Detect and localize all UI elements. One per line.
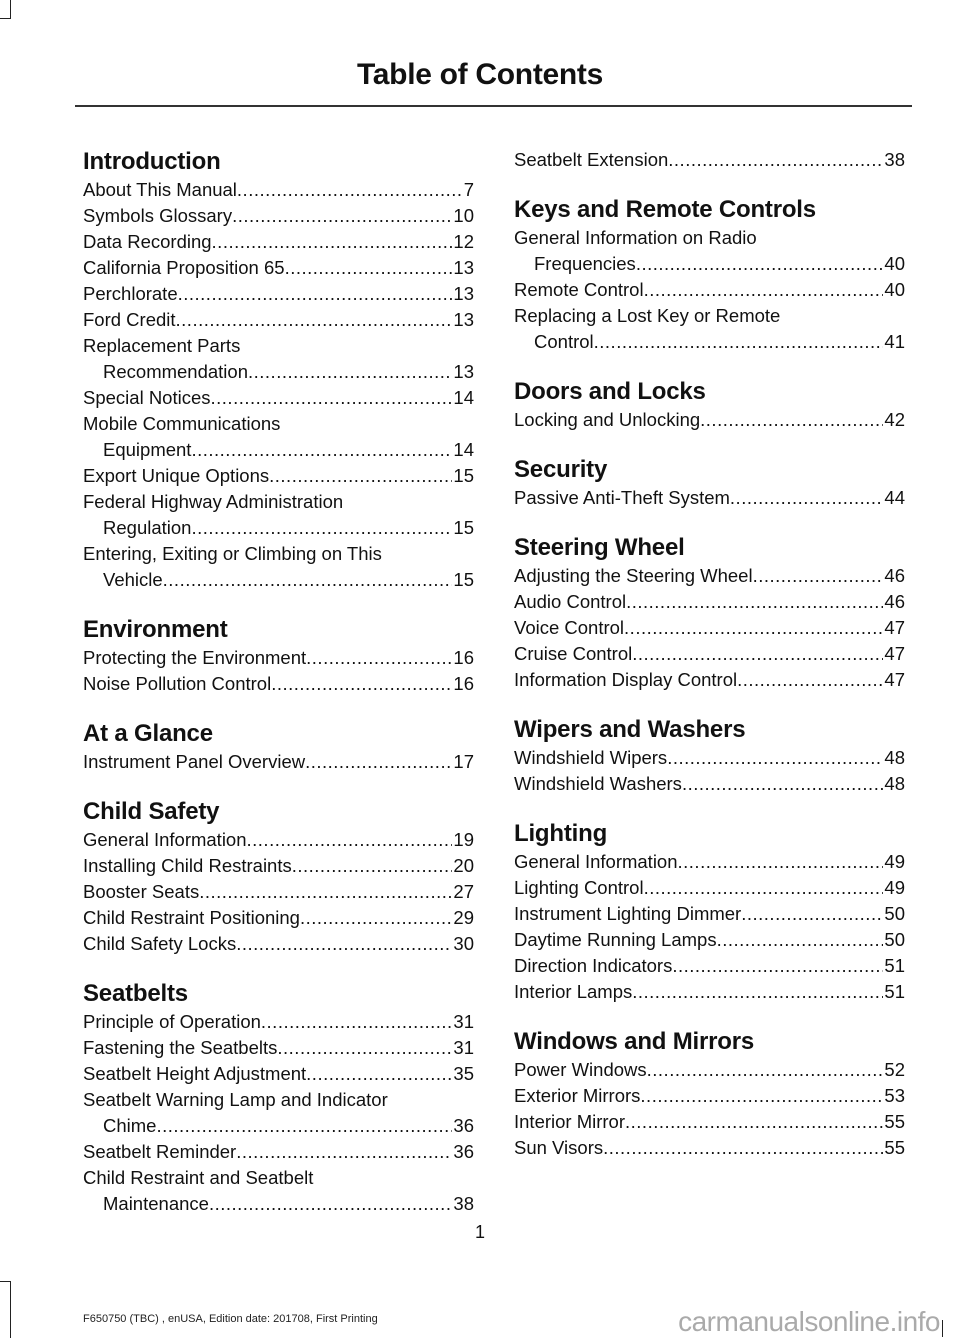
page-title: Table of Contents [356, 58, 603, 91]
toc-entry-title: Windshield Washers [514, 773, 682, 794]
toc-entry-title: Data Recording [83, 231, 212, 252]
toc-entry-page: 17 [453, 751, 474, 772]
toc-entry[interactable] [514, 953, 905, 979]
toc-entry-page: 53 [884, 1085, 905, 1106]
toc-entry-page: 47 [884, 617, 905, 638]
toc-entry-title: Regulation [103, 517, 192, 538]
footer-edition-info: F650750 (TBC) , enUSA, Edition date: 201708, First Printing [83, 1313, 378, 1325]
toc-entry-title: Interior Lamps [514, 981, 633, 1002]
section-heading: Introduction [83, 148, 221, 175]
dot-leader [261, 1009, 453, 1035]
dot-leader [737, 667, 883, 693]
toc-entry[interactable] [514, 1135, 905, 1161]
toc-entry[interactable] [83, 203, 474, 229]
toc-entry[interactable] [514, 979, 905, 1005]
section-heading: Wipers and Washers [514, 716, 746, 743]
section-heading: Seatbelts [83, 980, 188, 1007]
dot-leader [667, 745, 883, 771]
dot-leader [237, 177, 463, 203]
toc-entry-page: 16 [453, 647, 474, 668]
dot-leader [236, 1139, 452, 1165]
toc-entry-page: 30 [453, 933, 474, 954]
toc-entry-title: Replacing a Lost Key or Remote [514, 305, 781, 326]
toc-entry[interactable] [83, 645, 474, 671]
toc-entry-page: 10 [453, 205, 474, 226]
dot-leader [209, 1191, 452, 1217]
toc-entry[interactable] [83, 1035, 474, 1061]
toc-entry-page: 13 [453, 361, 474, 382]
toc-entry-page: 13 [453, 283, 474, 304]
toc-entry-title: Power Windows [514, 1059, 647, 1080]
toc-entry[interactable] [83, 307, 474, 333]
dot-leader [178, 281, 453, 307]
dot-leader [730, 485, 884, 511]
crop-mark [0, 0, 11, 19]
toc-entry-title: Seatbelt Reminder [83, 1141, 237, 1162]
toc-entry-page: 27 [453, 881, 474, 902]
toc-entry[interactable] [514, 901, 905, 927]
toc-entry[interactable] [83, 931, 474, 957]
toc-entry-page: 36 [453, 1115, 474, 1136]
toc-entry-page: 20 [453, 855, 474, 876]
toc-entry-page: 52 [884, 1059, 905, 1080]
toc-entry-title: Mobile Communications [83, 413, 281, 434]
toc-entry-page: 47 [884, 643, 905, 664]
toc-entry-page: 49 [884, 877, 905, 898]
dot-leader [232, 203, 452, 229]
toc-entry-title: Federal Highway Administration [83, 491, 344, 512]
toc-entry-page: 48 [884, 773, 905, 794]
crop-mark [942, 1320, 944, 1337]
toc-entry-title: Protecting the Environment [83, 647, 307, 668]
section-heading: Lighting [514, 820, 608, 847]
toc-entry-page: 49 [884, 851, 905, 872]
dot-leader [625, 1109, 883, 1135]
dot-leader [668, 147, 883, 173]
toc-entry-title: Export Unique Options [83, 465, 270, 486]
toc-column-right [514, 147, 905, 1161]
toc-entry-page: 50 [884, 929, 905, 950]
toc-entry[interactable] [83, 229, 474, 255]
toc-entry-title: Audio Control [514, 591, 627, 612]
dot-leader [212, 229, 453, 255]
toc-entry-title: California Proposition 65 [83, 257, 285, 278]
dot-leader [647, 1057, 884, 1083]
toc-entry-title: Seatbelt Warning Lamp and Indicator [83, 1089, 388, 1110]
toc-entry-page: 13 [453, 257, 474, 278]
toc-entry-page: 41 [884, 331, 905, 352]
watermark: carmanualsonline.info [678, 1306, 940, 1337]
dot-leader [277, 1035, 452, 1061]
toc-entry[interactable] [514, 407, 905, 433]
toc-entry-page: 31 [453, 1037, 474, 1058]
toc-entry-title: Installing Child Restraints [83, 855, 292, 876]
toc-entry-page: 44 [884, 487, 905, 508]
toc-entry-page: 46 [884, 591, 905, 612]
toc-entry-title: Lighting Control [514, 877, 644, 898]
toc-entry-title: Entering, Exiting or Climbing on This [83, 543, 382, 564]
toc-entry[interactable] [83, 1165, 474, 1217]
dot-leader [678, 849, 884, 875]
toc-entry-title: Replacement Parts [83, 335, 241, 356]
dot-leader [644, 875, 884, 901]
toc-entry-title: General Information [514, 851, 678, 872]
toc-entry-page: 40 [884, 279, 905, 300]
toc-entry-title: Daytime Running Lamps [514, 929, 717, 950]
toc-entry-page: 14 [453, 387, 474, 408]
toc-entry-title: Passive Anti-Theft System [514, 487, 730, 508]
dot-leader [626, 589, 883, 615]
toc-entry-page: 16 [453, 673, 474, 694]
toc-entry-title: General Information [83, 829, 247, 850]
toc-column-left [83, 147, 474, 1217]
section-heading: Environment [83, 616, 228, 643]
toc-entry-title: Instrument Panel Overview [83, 751, 306, 772]
dot-leader [672, 953, 883, 979]
toc-entry-title: Chime [103, 1115, 157, 1136]
toc-entry-page: 46 [884, 565, 905, 586]
toc-entry[interactable] [83, 333, 474, 385]
toc-entry[interactable] [514, 1057, 905, 1083]
toc-entry[interactable] [514, 277, 905, 303]
dot-leader [211, 385, 453, 411]
dot-leader [632, 979, 883, 1005]
toc-entry-title: General Information on Radio [514, 227, 757, 248]
section-heading: Keys and Remote Controls [514, 196, 816, 223]
toc-entry[interactable] [514, 1083, 905, 1109]
toc-entry-title: Ford Credit [83, 309, 176, 330]
toc-entry[interactable] [83, 281, 474, 307]
toc-entry[interactable] [83, 541, 474, 593]
toc-entry-title: Interior Mirror [514, 1111, 626, 1132]
toc-entry-title: Direction Indicators [514, 955, 673, 976]
toc-entry-page: 7 [463, 179, 474, 200]
toc-entry-title: Adjusting the Steering Wheel [514, 565, 753, 586]
toc-entry-title: Remote Control [514, 279, 644, 300]
toc-entry[interactable] [514, 875, 905, 901]
toc-entry-page: 48 [884, 747, 905, 768]
page-number: 1 [474, 1222, 485, 1242]
dot-leader [624, 615, 883, 641]
toc-entry[interactable] [83, 1139, 474, 1165]
dot-leader [199, 879, 452, 905]
toc-entry-title: Voice Control [514, 617, 625, 638]
toc-entry-title: Perchlorate [83, 283, 178, 304]
toc-entry-page: 55 [884, 1137, 905, 1158]
toc-entry[interactable] [514, 589, 905, 615]
toc-entry[interactable] [514, 641, 905, 667]
dot-leader [300, 905, 452, 931]
toc-entry-title: Cruise Control [514, 643, 633, 664]
toc-entry-title: Child Safety Locks [83, 933, 237, 954]
toc-entry-page: 15 [453, 569, 474, 590]
section-heading: Windows and Mirrors [514, 1028, 754, 1055]
dot-leader [163, 567, 453, 593]
toc-entry[interactable] [83, 749, 474, 775]
toc-entry-page: 36 [453, 1141, 474, 1162]
dot-leader [632, 641, 883, 667]
toc-entry-page: 42 [884, 409, 905, 430]
dot-leader [636, 251, 884, 277]
toc-entry[interactable] [514, 745, 905, 771]
toc-entry[interactable] [514, 303, 905, 355]
toc-entry-page: 14 [453, 439, 474, 460]
toc-entry[interactable] [83, 671, 474, 697]
header-divider [75, 105, 912, 107]
toc-entry[interactable] [514, 225, 905, 277]
toc-entry-title: Principle of Operation [83, 1011, 261, 1032]
toc-entry-title: Booster Seats [83, 881, 200, 902]
dot-leader [594, 329, 884, 355]
section-heading: Security [514, 456, 608, 483]
toc-entry-page: 13 [453, 309, 474, 330]
toc-entry[interactable] [514, 485, 905, 511]
toc-entry[interactable] [83, 177, 474, 203]
dot-leader [285, 255, 453, 281]
toc-entry-title: Locking and Unlocking [514, 409, 701, 430]
section-heading: At a Glance [83, 720, 213, 747]
toc-entry-title: Frequencies [534, 253, 636, 274]
dot-leader [247, 827, 453, 853]
toc-entry[interactable] [83, 463, 474, 489]
dot-leader [306, 645, 452, 671]
toc-entry-title: Special Notices [83, 387, 211, 408]
dot-leader [292, 853, 453, 879]
toc-entry[interactable] [83, 1009, 474, 1035]
toc-entry-page: 51 [884, 981, 905, 1002]
dot-leader [306, 1061, 452, 1087]
crop-mark [0, 1281, 11, 1338]
toc-entry-page: 29 [453, 907, 474, 928]
toc-entry-page: 51 [884, 955, 905, 976]
dot-leader [305, 749, 452, 775]
toc-entry[interactable] [83, 1087, 474, 1139]
toc-entry-page: 50 [884, 903, 905, 924]
toc-entry[interactable] [83, 385, 474, 411]
dot-leader [236, 931, 452, 957]
toc-entry-title: Sun Visors [514, 1137, 604, 1158]
toc-entry[interactable] [83, 827, 474, 853]
section-heading: Doors and Locks [514, 378, 706, 405]
toc-entry-page: 38 [453, 1193, 474, 1214]
toc-entry-title: Exterior Mirrors [514, 1085, 641, 1106]
toc-entry[interactable] [83, 905, 474, 931]
toc-entry[interactable] [83, 879, 474, 905]
toc-entry-page: 40 [884, 253, 905, 274]
toc-entry-title: Maintenance [103, 1193, 209, 1214]
toc-entry[interactable] [83, 1061, 474, 1087]
toc-entry-page: 15 [453, 517, 474, 538]
dot-leader [191, 437, 452, 463]
toc-entry-title: Seatbelt Height Adjustment [83, 1063, 307, 1084]
toc-entry-title: Windshield Wipers [514, 747, 668, 768]
dot-leader [717, 927, 884, 953]
dot-leader [700, 407, 883, 433]
toc-entry-title: Control [534, 331, 594, 352]
section-heading: Steering Wheel [514, 534, 685, 561]
toc-entry[interactable] [514, 1109, 905, 1135]
toc-entry-page: 19 [453, 829, 474, 850]
dot-leader [271, 671, 452, 697]
toc-entry-title: Child Restraint Positioning [83, 907, 300, 928]
toc-entry-title: About This Manual [83, 179, 237, 200]
toc-entry-title: Vehicle [103, 569, 163, 590]
toc-entry-page: 31 [453, 1011, 474, 1032]
toc-entry[interactable] [83, 255, 474, 281]
toc-entry[interactable] [514, 771, 905, 797]
toc-entry[interactable] [514, 563, 905, 589]
dot-leader [741, 901, 883, 927]
dot-leader [248, 359, 452, 385]
dot-leader [156, 1113, 452, 1139]
toc-entry-page: 38 [884, 149, 905, 170]
toc-entry-title: Symbols Glossary [83, 205, 233, 226]
toc-entry-title: Child Restraint and Seatbelt [83, 1167, 314, 1188]
toc-entry-page: 47 [884, 669, 905, 690]
toc-entry-page: 15 [453, 465, 474, 486]
toc-entry-page: 12 [453, 231, 474, 252]
section-heading: Child Safety [83, 798, 220, 825]
toc-entry-title: Equipment [103, 439, 192, 460]
toc-entry-title: Fastening the Seatbelts [83, 1037, 278, 1058]
toc-entry[interactable] [514, 849, 905, 875]
toc-entry-page: 55 [884, 1111, 905, 1132]
dot-leader [269, 463, 452, 489]
toc-entry[interactable] [514, 927, 905, 953]
dot-leader [191, 515, 452, 541]
toc-entry-title: Noise Pollution Control [83, 673, 272, 694]
toc-entry-title: Information Display Control [514, 669, 738, 690]
dot-leader [753, 563, 884, 589]
toc-entry-title: Instrument Lighting Dimmer [514, 903, 742, 924]
toc-entry[interactable] [514, 667, 905, 693]
dot-leader [644, 277, 884, 303]
toc-entry[interactable] [83, 489, 474, 541]
toc-entry-page: 35 [453, 1063, 474, 1084]
toc-entry-title: Seatbelt Extension [514, 149, 669, 170]
toc-entry[interactable] [514, 147, 905, 173]
dot-leader [682, 771, 883, 797]
toc-entry-title: Recommendation [103, 361, 248, 382]
dot-leader [603, 1135, 883, 1161]
toc-entry[interactable] [514, 615, 905, 641]
toc-entry[interactable] [83, 853, 474, 879]
dot-leader [176, 307, 453, 333]
toc-entry[interactable] [83, 411, 474, 463]
dot-leader [640, 1083, 883, 1109]
